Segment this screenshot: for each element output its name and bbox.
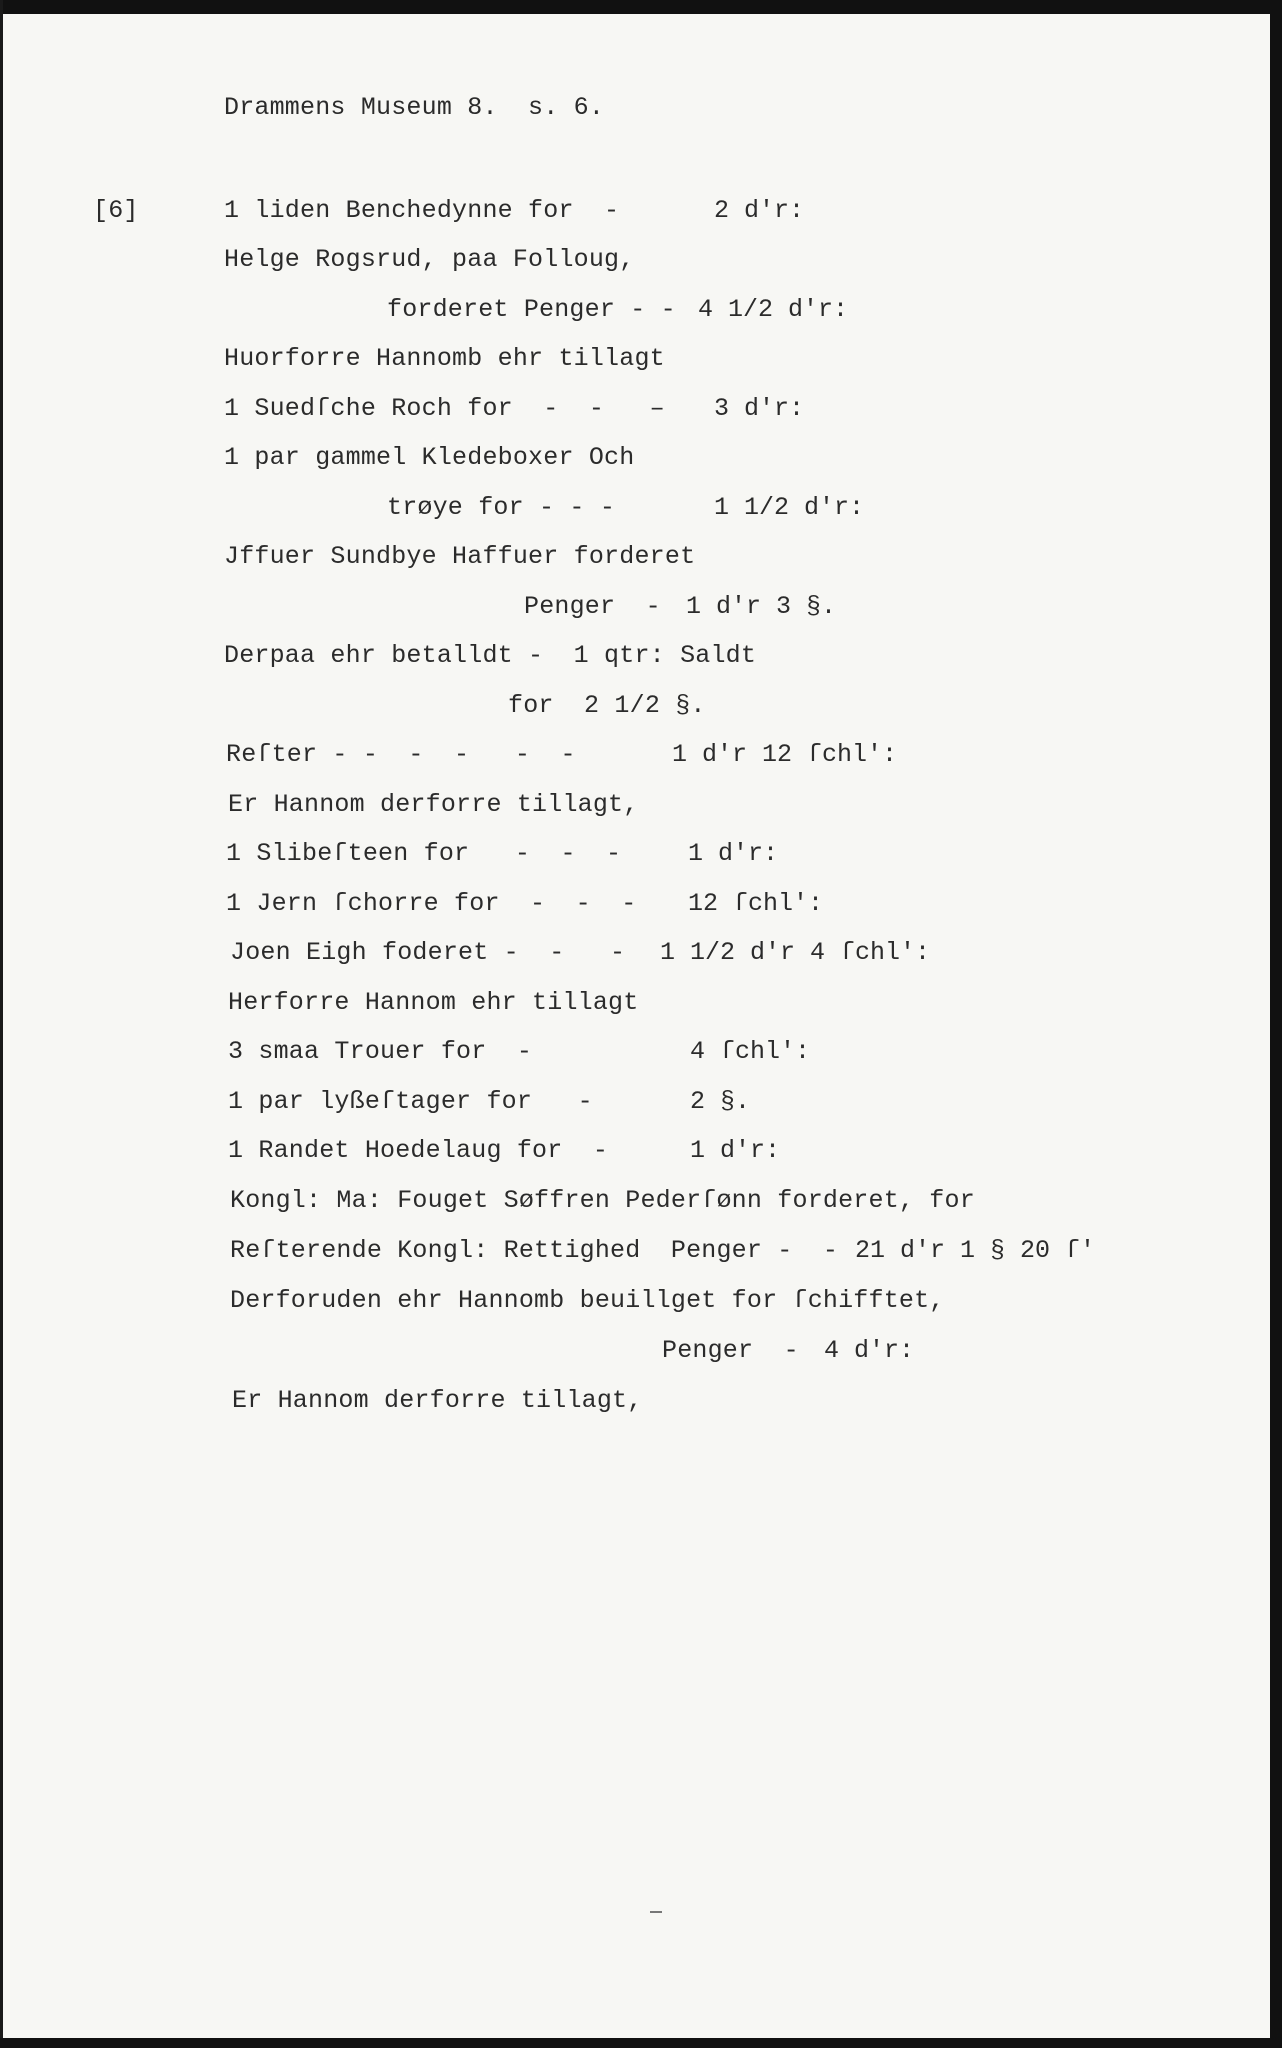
entry-text: Er Hannom derforre tillagt, bbox=[228, 790, 639, 819]
entry-text: trøye for - - - bbox=[387, 493, 616, 522]
entry-amount: 1 d'r: bbox=[690, 1136, 781, 1165]
entry-text: Huorforre Hannomb ehr tillagt bbox=[224, 344, 665, 373]
entry-text: Herforre Hannom ehr tillagt bbox=[228, 988, 639, 1017]
entry-amount: 4 1/2 d'r: bbox=[698, 295, 849, 324]
entry-text: Helge Rogsrud, paa Folloug, bbox=[224, 245, 635, 274]
page-reference: [6] bbox=[93, 196, 139, 225]
scan-border-bottom bbox=[0, 2038, 1282, 2048]
entry-text: 1 Jern ſchorre for - - - bbox=[226, 889, 637, 918]
entry-text: 1 Randet Hoedelaug for - bbox=[228, 1136, 609, 1165]
entry-amount: 2 §. bbox=[690, 1087, 751, 1116]
document-header: Drammens Museum 8. s. 6. bbox=[224, 93, 605, 122]
entry-text: forderet Penger - - bbox=[387, 295, 676, 324]
entry-text: 3 smaa Trouer for - bbox=[228, 1037, 533, 1066]
entry-text: 1 liden Benchedynne for - bbox=[224, 196, 620, 225]
entry-amount: 2 d'r: bbox=[714, 196, 805, 225]
entry-text: 1 par gammel Kledeboxer Och bbox=[224, 443, 635, 472]
entry-amount: 21 d'r 1 § 20 ſ' bbox=[855, 1236, 1096, 1265]
entry-amount: 3 d'r: bbox=[714, 394, 805, 423]
scan-border-right bbox=[1270, 0, 1282, 2048]
entry-amount: 1 1/2 d'r 4 ſchl': bbox=[660, 938, 931, 967]
entry-text: Penger - bbox=[524, 592, 661, 621]
entry-text: Reſterende Kongl: Rettighed Penger - - bbox=[230, 1236, 839, 1265]
stray-mark bbox=[650, 1911, 662, 1913]
entry-text: Er Hannom derforre tillagt, bbox=[232, 1386, 643, 1415]
entry-amount: 1 d'r 12 ſchl': bbox=[672, 740, 898, 769]
entry-text: Penger - bbox=[662, 1336, 799, 1365]
entry-text: Kongl: Ma: Fouget Søffren Pederſønn forderet, for bbox=[230, 1186, 975, 1215]
entry-text: for 2 1/2 §. bbox=[508, 691, 706, 720]
entry-text: Reſter - - - - - - bbox=[226, 740, 576, 769]
entry-text: 1 par lyßeſtager for - bbox=[228, 1087, 593, 1116]
entry-amount: 1 d'r: bbox=[688, 839, 779, 868]
entry-text: Derforuden ehr Hannomb beuillget for ſchifftet, bbox=[230, 1286, 945, 1315]
entry-text: 1 Slibeſteen for - - - bbox=[226, 839, 622, 868]
entry-amount: 12 ſchl': bbox=[688, 889, 824, 918]
scan-border-top bbox=[0, 0, 1282, 14]
entry-amount: 1 d'r 3 §. bbox=[686, 592, 837, 621]
entry-amount: 1 1/2 d'r: bbox=[714, 493, 865, 522]
entry-amount: 4 ſchl': bbox=[690, 1037, 811, 1066]
entry-text: 1 Suedſche Roch for - - – bbox=[224, 394, 665, 423]
entry-text: Jffuer Sundbye Haffuer forderet bbox=[224, 542, 696, 571]
entry-text: Joen Eigh foderet - - - bbox=[230, 938, 626, 967]
entry-amount: 4 d'r: bbox=[824, 1336, 915, 1365]
entry-text: Derpaa ehr betalldt - 1 qtr: Saldt bbox=[224, 641, 757, 670]
